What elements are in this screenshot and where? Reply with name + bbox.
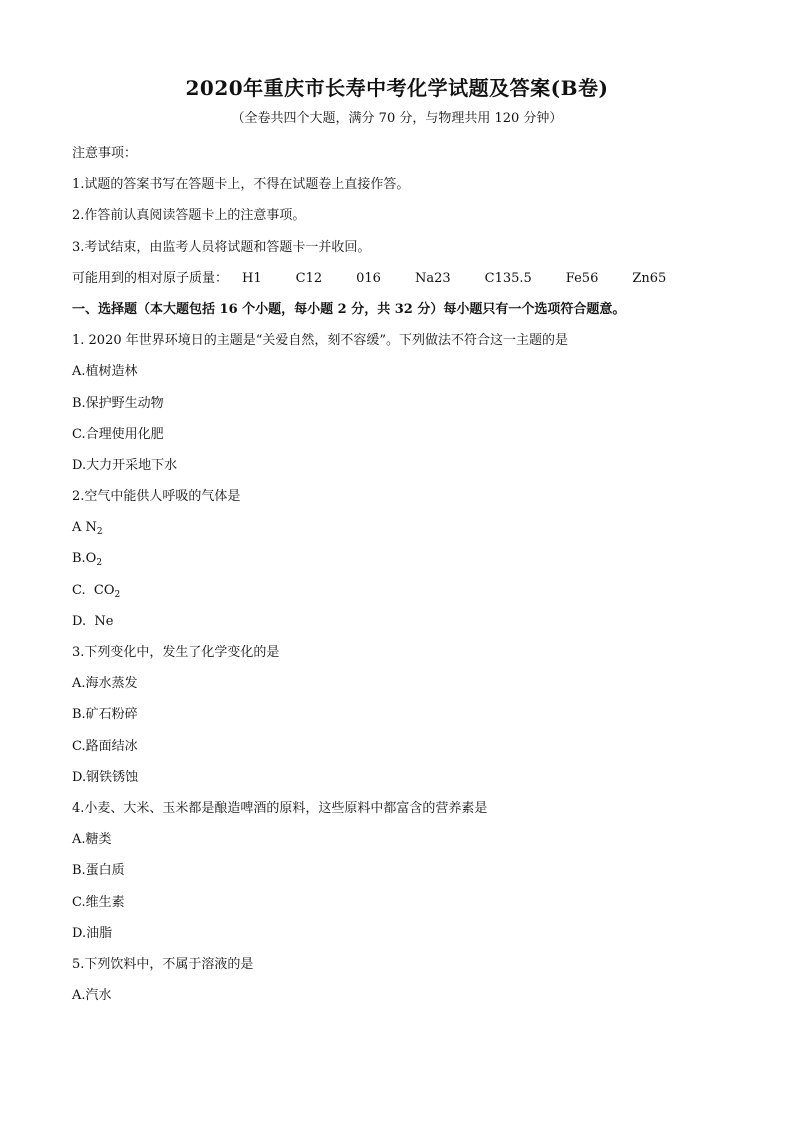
page-subtitle: （全卷共四个大题，满分 70 分，与物理共用 120 分钟） — [231, 111, 563, 126]
section-heading: 一、选择题（本大题包括 16 个小题，每小题 2 分，共 32 分）每小题只有一个选项符合题意。 — [72, 301, 626, 317]
question-stem: 2.空气中能供人呼吸的气体是 — [72, 489, 241, 505]
notice-item: 1.试题的答案书写在答题卡上，不得在试题卷上直接作答。 — [72, 177, 410, 193]
notice-item: 3.考试结束，由监考人员将试题和答题卡一并收回。 — [72, 239, 371, 255]
question-stem: 3.下列变化中，发生了化学变化的是 — [72, 645, 280, 660]
atomic-mass-item: C12 — [295, 270, 323, 286]
option-subscript: 2 — [96, 527, 103, 538]
atomic-mass-item: 016 — [356, 270, 381, 286]
question-stem: 5.下列饮料中，不属于溶液的是 — [72, 956, 254, 972]
question-option: C.合理使用化肥 — [72, 426, 164, 442]
atomic-mass-item: Fe56 — [565, 270, 599, 286]
question-option: D.油脂 — [72, 925, 113, 941]
option-text: C. CO — [72, 582, 115, 598]
question-option: B.保护野生动物 — [72, 395, 164, 411]
atomic-mass-item: C135.5 — [484, 270, 532, 286]
question-option: C.维生素 — [72, 894, 125, 910]
question-option: A.糖类 — [72, 832, 112, 848]
option-text: B.O — [72, 551, 97, 567]
question-stem: 4.小麦、大米、玉米都是酿造啤酒的原料，这些原料中都富含的营养素是 — [72, 800, 488, 816]
atomic-masses-label: 可能用到的相对原子质量： — [72, 270, 229, 286]
question-option: B.蛋白质 — [72, 863, 125, 879]
atomic-mass-item: H1 — [242, 270, 262, 286]
question-option: D.大力开采地下水 — [72, 457, 178, 473]
atomic-mass-item: Na23 — [414, 270, 451, 286]
notice-heading: 注意事项： — [72, 146, 138, 161]
question-option: D.钢铁锈蚀 — [72, 769, 139, 785]
question-option — [72, 512, 732, 543]
atomic-mass-item: Zn65 — [632, 270, 667, 286]
question-option: B.矿石粉碎 — [72, 707, 138, 723]
notice-item: 2.作答前认真阅读答题卡上的注意事项。 — [72, 208, 306, 224]
question-option: A.汽水 — [72, 988, 112, 1004]
question-option — [72, 575, 732, 606]
document-body — [72, 138, 732, 1011]
option-subscript: 2 — [114, 589, 121, 600]
page-title: 2020年重庆市长寿中考化学试题及答案(B卷) — [185, 76, 609, 100]
question-option — [72, 543, 732, 574]
question-option: A.海水蒸发 — [72, 676, 138, 692]
option-text: A N — [72, 520, 97, 536]
question-stem: 1. 2020 年世界环境日的主题是“关爱自然，刻不容缓”。下列做法不符合这一主题的是 — [72, 333, 569, 349]
question-option — [72, 606, 732, 637]
atomic-masses — [72, 263, 732, 294]
option-text: D. Ne — [72, 613, 114, 629]
question-option: A.植树造林 — [72, 364, 138, 380]
question-option: C.路面结冰 — [72, 738, 138, 754]
option-subscript: 2 — [96, 558, 103, 569]
